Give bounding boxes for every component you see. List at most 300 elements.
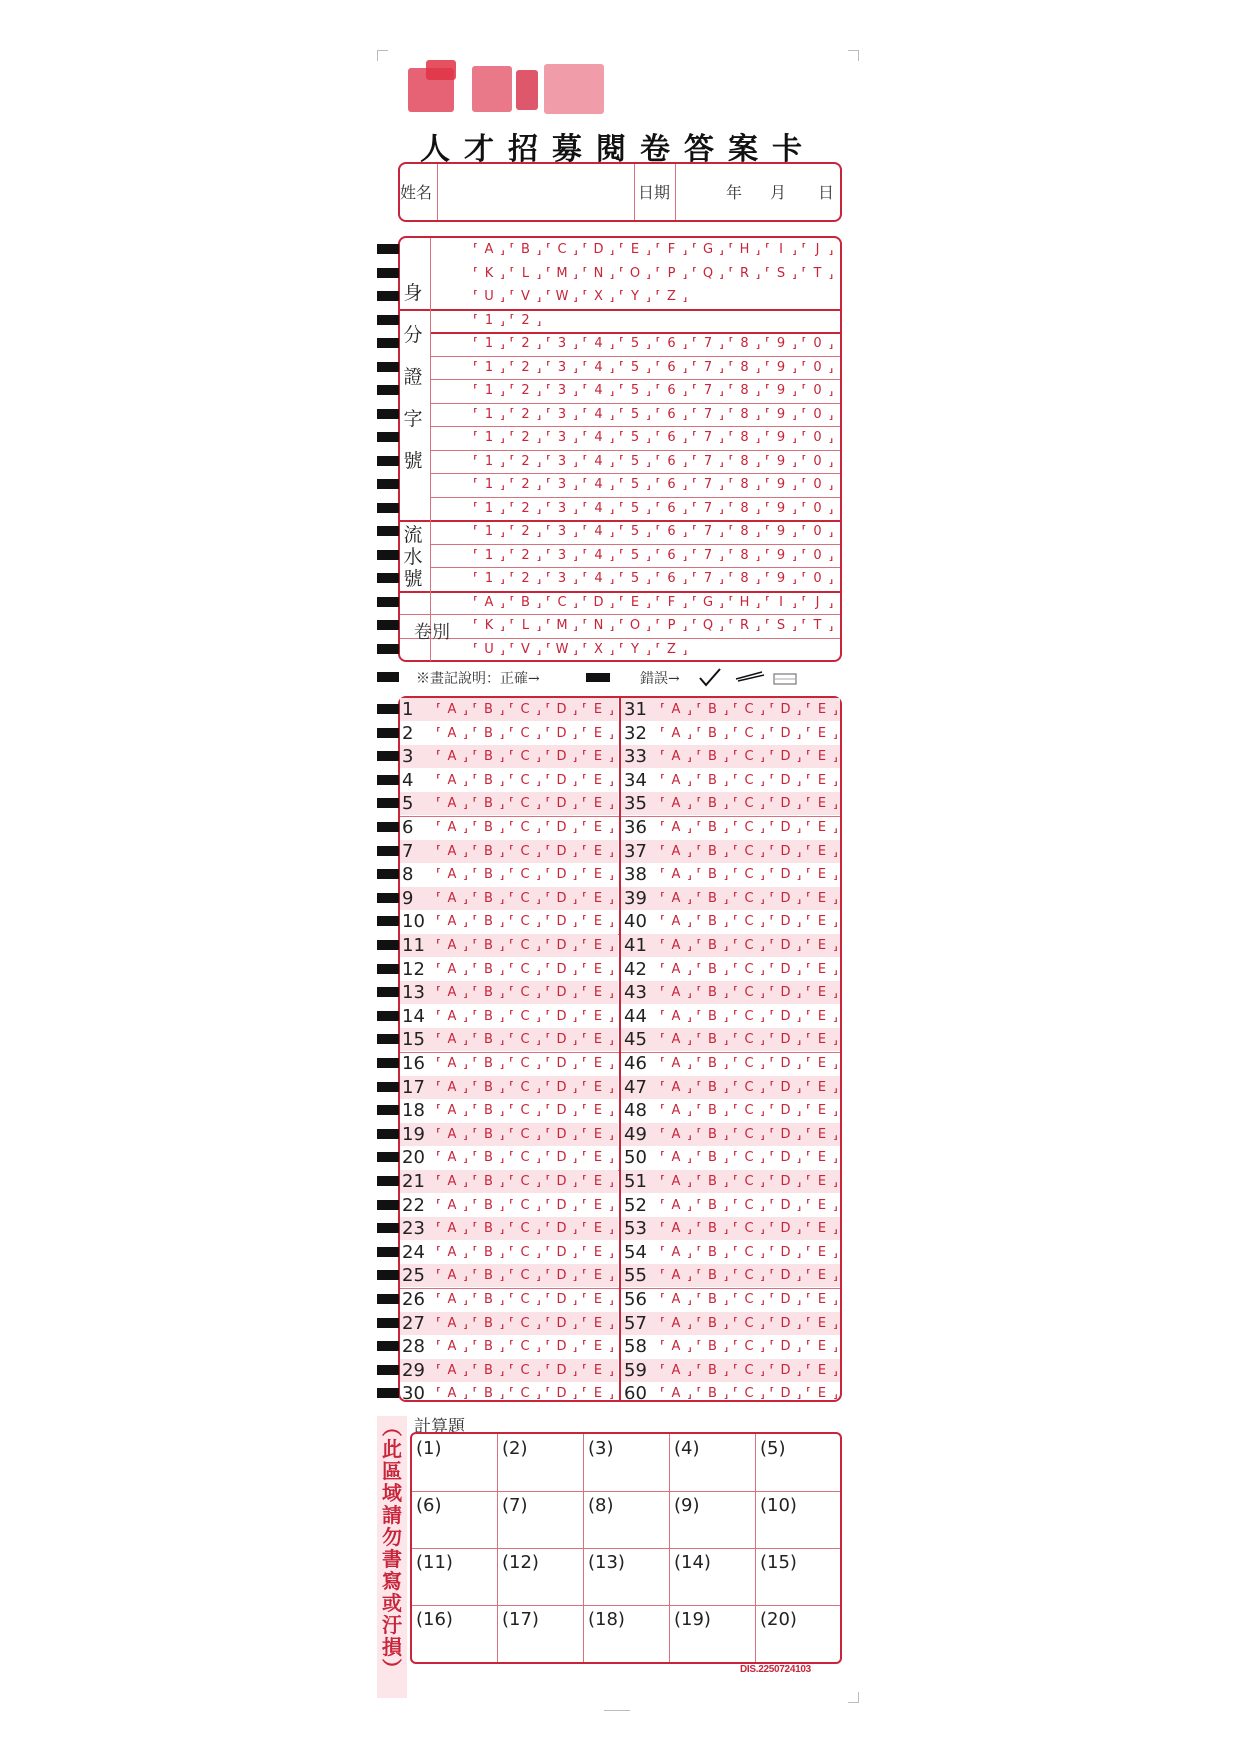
answer-bubble[interactable] bbox=[436, 820, 468, 836]
answer-bubble[interactable] bbox=[582, 1198, 614, 1214]
paper-bubble[interactable] bbox=[692, 618, 724, 634]
digit-bubble[interactable] bbox=[692, 407, 724, 423]
answer-bubble[interactable] bbox=[546, 1245, 578, 1261]
answer-bubble[interactable] bbox=[473, 1127, 505, 1143]
answer-bubble[interactable] bbox=[509, 749, 541, 765]
paper-bubble[interactable] bbox=[729, 618, 761, 634]
serial-bubble[interactable] bbox=[619, 524, 651, 540]
paper-bubble[interactable] bbox=[765, 618, 797, 634]
digit-bubble[interactable] bbox=[546, 360, 578, 376]
answer-bubble[interactable] bbox=[509, 1103, 541, 1119]
answer-bubble[interactable] bbox=[770, 796, 802, 812]
answer-bubble[interactable] bbox=[546, 1339, 578, 1355]
answer-bubble[interactable] bbox=[473, 702, 505, 718]
answer-bubble[interactable] bbox=[436, 702, 468, 718]
answer-bubble[interactable] bbox=[733, 891, 765, 907]
answer-bubble[interactable] bbox=[436, 1292, 468, 1308]
answer-bubble[interactable] bbox=[473, 1198, 505, 1214]
digit-bubble[interactable] bbox=[729, 454, 761, 470]
answer-bubble[interactable] bbox=[582, 962, 614, 978]
answer-bubble[interactable] bbox=[806, 1080, 838, 1096]
answer-bubble[interactable] bbox=[473, 938, 505, 954]
answer-bubble[interactable] bbox=[436, 773, 468, 789]
serial-bubble[interactable] bbox=[473, 548, 505, 564]
answer-bubble[interactable] bbox=[770, 1009, 802, 1025]
serial-bubble[interactable] bbox=[692, 571, 724, 587]
answer-bubble[interactable] bbox=[697, 702, 729, 718]
paper-bubble[interactable] bbox=[656, 642, 688, 658]
digit-bubble[interactable] bbox=[546, 407, 578, 423]
answer-bubble[interactable] bbox=[733, 1198, 765, 1214]
answer-bubble[interactable] bbox=[660, 1150, 692, 1166]
digit-bubble[interactable] bbox=[510, 454, 542, 470]
answer-bubble[interactable] bbox=[806, 867, 838, 883]
letters-bubble[interactable] bbox=[765, 266, 797, 282]
answer-bubble[interactable] bbox=[582, 820, 614, 836]
answer-bubble[interactable] bbox=[697, 1150, 729, 1166]
digit-bubble[interactable] bbox=[802, 501, 834, 517]
answer-bubble[interactable] bbox=[697, 1386, 729, 1402]
answer-bubble[interactable] bbox=[770, 938, 802, 954]
serial-bubble[interactable] bbox=[510, 548, 542, 564]
serial-bubble[interactable] bbox=[619, 571, 651, 587]
serial-bubble[interactable] bbox=[619, 548, 651, 564]
digit-bubble[interactable] bbox=[802, 383, 834, 399]
paper-bubble[interactable] bbox=[510, 618, 542, 634]
answer-bubble[interactable] bbox=[582, 844, 614, 860]
answer-bubble[interactable] bbox=[733, 1150, 765, 1166]
digit-bubble[interactable] bbox=[510, 360, 542, 376]
answer-bubble[interactable] bbox=[697, 914, 729, 930]
answer-bubble[interactable] bbox=[582, 938, 614, 954]
answer-bubble[interactable] bbox=[546, 1386, 578, 1402]
answer-bubble[interactable] bbox=[473, 1268, 505, 1284]
answer-bubble[interactable] bbox=[473, 1245, 505, 1261]
answer-bubble[interactable] bbox=[660, 1316, 692, 1332]
answer-bubble[interactable] bbox=[806, 796, 838, 812]
answer-bubble[interactable] bbox=[660, 914, 692, 930]
answer-bubble[interactable] bbox=[509, 1009, 541, 1025]
answer-bubble[interactable] bbox=[733, 1386, 765, 1402]
answer-bubble[interactable] bbox=[436, 1386, 468, 1402]
digit-bubble[interactable] bbox=[619, 383, 651, 399]
letters-bubble[interactable] bbox=[473, 266, 505, 282]
answer-bubble[interactable] bbox=[546, 796, 578, 812]
answer-bubble[interactable] bbox=[770, 1056, 802, 1072]
answer-bubble[interactable] bbox=[436, 1174, 468, 1190]
serial-bubble[interactable] bbox=[765, 571, 797, 587]
answer-bubble[interactable] bbox=[473, 1386, 505, 1402]
answer-bubble[interactable] bbox=[546, 914, 578, 930]
answer-bubble[interactable] bbox=[733, 1268, 765, 1284]
answer-bubble[interactable] bbox=[582, 1080, 614, 1096]
answer-bubble[interactable] bbox=[806, 914, 838, 930]
letters-bubble[interactable] bbox=[802, 242, 834, 258]
paper-bubble[interactable] bbox=[619, 642, 651, 658]
answer-bubble[interactable] bbox=[697, 820, 729, 836]
calc-answer-cell[interactable] bbox=[756, 1434, 842, 1491]
letters-bubble[interactable] bbox=[692, 266, 724, 282]
answer-bubble[interactable] bbox=[660, 938, 692, 954]
paper-bubble[interactable] bbox=[473, 595, 505, 611]
answer-bubble[interactable] bbox=[806, 1056, 838, 1072]
answer-bubble[interactable] bbox=[582, 1150, 614, 1166]
letters-bubble[interactable] bbox=[546, 289, 578, 305]
answer-bubble[interactable] bbox=[436, 1080, 468, 1096]
answer-bubble[interactable] bbox=[582, 985, 614, 1001]
answer-bubble[interactable] bbox=[806, 1316, 838, 1332]
answer-bubble[interactable] bbox=[697, 844, 729, 860]
digit-bubble[interactable] bbox=[473, 477, 505, 493]
answer-bubble[interactable] bbox=[806, 773, 838, 789]
letters-bubble[interactable] bbox=[510, 289, 542, 305]
answer-bubble[interactable] bbox=[473, 1339, 505, 1355]
answer-bubble[interactable] bbox=[697, 1032, 729, 1048]
serial-bubble[interactable] bbox=[473, 524, 505, 540]
letters-bubble[interactable] bbox=[619, 266, 651, 282]
digit-bubble[interactable] bbox=[802, 360, 834, 376]
answer-bubble[interactable] bbox=[660, 1127, 692, 1143]
answer-bubble[interactable] bbox=[697, 1221, 729, 1237]
answer-bubble[interactable] bbox=[473, 1080, 505, 1096]
answer-bubble[interactable] bbox=[546, 1292, 578, 1308]
answer-bubble[interactable] bbox=[582, 1339, 614, 1355]
answer-bubble[interactable] bbox=[733, 867, 765, 883]
answer-bubble[interactable] bbox=[509, 1292, 541, 1308]
answer-bubble[interactable] bbox=[473, 867, 505, 883]
answer-bubble[interactable] bbox=[697, 1009, 729, 1025]
answer-bubble[interactable] bbox=[473, 1363, 505, 1379]
digit-bubble[interactable] bbox=[692, 360, 724, 376]
answer-bubble[interactable] bbox=[436, 938, 468, 954]
paper-bubble[interactable] bbox=[473, 642, 505, 658]
answer-bubble[interactable] bbox=[582, 1245, 614, 1261]
answer-bubble[interactable] bbox=[436, 1056, 468, 1072]
digit-bubble[interactable] bbox=[692, 430, 724, 446]
answer-bubble[interactable] bbox=[770, 1127, 802, 1143]
answer-bubble[interactable] bbox=[436, 796, 468, 812]
answer-bubble[interactable] bbox=[473, 1221, 505, 1237]
digit-bubble[interactable] bbox=[619, 477, 651, 493]
answer-bubble[interactable] bbox=[770, 914, 802, 930]
answer-bubble[interactable] bbox=[509, 1174, 541, 1190]
answer-bubble[interactable] bbox=[509, 702, 541, 718]
answer-bubble[interactable] bbox=[660, 702, 692, 718]
answer-bubble[interactable] bbox=[509, 1245, 541, 1261]
digit-bubble[interactable] bbox=[619, 454, 651, 470]
answer-bubble[interactable] bbox=[509, 1056, 541, 1072]
digit-bubble[interactable] bbox=[619, 407, 651, 423]
paper-bubble[interactable] bbox=[619, 618, 651, 634]
digit-bubble[interactable] bbox=[692, 454, 724, 470]
answer-bubble[interactable] bbox=[509, 1386, 541, 1402]
answer-bubble[interactable] bbox=[697, 1056, 729, 1072]
digit-bubble[interactable] bbox=[729, 383, 761, 399]
answer-bubble[interactable] bbox=[806, 1127, 838, 1143]
answer-bubble[interactable] bbox=[697, 1268, 729, 1284]
answer-bubble[interactable] bbox=[436, 1150, 468, 1166]
answer-bubble[interactable] bbox=[509, 1221, 541, 1237]
answer-bubble[interactable] bbox=[509, 891, 541, 907]
answer-bubble[interactable] bbox=[806, 891, 838, 907]
answer-bubble[interactable] bbox=[582, 1174, 614, 1190]
digit-bubble[interactable] bbox=[619, 336, 651, 352]
digit-bubble[interactable] bbox=[765, 336, 797, 352]
answer-bubble[interactable] bbox=[733, 1339, 765, 1355]
answer-bubble[interactable] bbox=[546, 773, 578, 789]
answer-bubble[interactable] bbox=[436, 1316, 468, 1332]
digit-bubble[interactable] bbox=[729, 407, 761, 423]
calc-answer-cell[interactable] bbox=[756, 1548, 842, 1605]
digit-bubble[interactable] bbox=[473, 430, 505, 446]
answer-bubble[interactable] bbox=[509, 1032, 541, 1048]
paper-bubble[interactable] bbox=[546, 642, 578, 658]
calc-answer-cell[interactable] bbox=[670, 1548, 756, 1605]
serial-bubble[interactable] bbox=[510, 524, 542, 540]
serial-bubble[interactable] bbox=[473, 571, 505, 587]
answer-bubble[interactable] bbox=[806, 1009, 838, 1025]
answer-bubble[interactable] bbox=[660, 1174, 692, 1190]
answer-bubble[interactable] bbox=[697, 1339, 729, 1355]
answer-bubble[interactable] bbox=[473, 1292, 505, 1308]
answer-bubble[interactable] bbox=[733, 1245, 765, 1261]
letters-bubble[interactable] bbox=[729, 266, 761, 282]
digit-bubble[interactable] bbox=[546, 383, 578, 399]
answer-bubble[interactable] bbox=[473, 1009, 505, 1025]
serial-bubble[interactable] bbox=[729, 571, 761, 587]
answer-bubble[interactable] bbox=[660, 1198, 692, 1214]
digit-bubble[interactable] bbox=[510, 407, 542, 423]
answer-bubble[interactable] bbox=[660, 1103, 692, 1119]
letters-bubble[interactable] bbox=[802, 266, 834, 282]
answer-bubble[interactable] bbox=[582, 914, 614, 930]
answer-bubble[interactable] bbox=[660, 820, 692, 836]
answer-bubble[interactable] bbox=[436, 1221, 468, 1237]
answer-bubble[interactable] bbox=[697, 962, 729, 978]
answer-bubble[interactable] bbox=[660, 985, 692, 1001]
digit-bubble[interactable] bbox=[656, 360, 688, 376]
answer-bubble[interactable] bbox=[733, 1174, 765, 1190]
answer-bubble[interactable] bbox=[582, 1009, 614, 1025]
letters-bubble[interactable] bbox=[546, 242, 578, 258]
letters-bubble[interactable] bbox=[619, 242, 651, 258]
answer-bubble[interactable] bbox=[436, 1032, 468, 1048]
answer-bubble[interactable] bbox=[582, 749, 614, 765]
digit-bubble[interactable] bbox=[729, 360, 761, 376]
answer-bubble[interactable] bbox=[770, 1339, 802, 1355]
answer-bubble[interactable] bbox=[660, 867, 692, 883]
calc-answer-cell[interactable] bbox=[584, 1434, 670, 1491]
answer-bubble[interactable] bbox=[582, 1032, 614, 1048]
answer-bubble[interactable] bbox=[806, 1103, 838, 1119]
name-field[interactable] bbox=[440, 166, 630, 218]
answer-bubble[interactable] bbox=[806, 726, 838, 742]
answer-bubble[interactable] bbox=[582, 1363, 614, 1379]
answer-bubble[interactable] bbox=[733, 962, 765, 978]
answer-bubble[interactable] bbox=[806, 1386, 838, 1402]
answer-bubble[interactable] bbox=[509, 1363, 541, 1379]
answer-bubble[interactable] bbox=[733, 1221, 765, 1237]
digit-bubble[interactable] bbox=[765, 407, 797, 423]
digit-bubble[interactable] bbox=[546, 336, 578, 352]
gender-bubble[interactable] bbox=[510, 313, 542, 329]
calc-answer-cell[interactable] bbox=[498, 1434, 584, 1491]
paper-bubble[interactable] bbox=[583, 642, 615, 658]
answer-bubble[interactable] bbox=[546, 1221, 578, 1237]
letters-bubble[interactable] bbox=[510, 266, 542, 282]
answer-bubble[interactable] bbox=[733, 1009, 765, 1025]
digit-bubble[interactable] bbox=[729, 477, 761, 493]
answer-bubble[interactable] bbox=[806, 962, 838, 978]
answer-bubble[interactable] bbox=[509, 773, 541, 789]
digit-bubble[interactable] bbox=[692, 383, 724, 399]
digit-bubble[interactable] bbox=[802, 336, 834, 352]
answer-bubble[interactable] bbox=[436, 1103, 468, 1119]
letters-bubble[interactable] bbox=[619, 289, 651, 305]
answer-bubble[interactable] bbox=[806, 1198, 838, 1214]
calc-answer-cell[interactable] bbox=[412, 1548, 498, 1605]
answer-bubble[interactable] bbox=[770, 985, 802, 1001]
answer-bubble[interactable] bbox=[473, 985, 505, 1001]
letters-bubble[interactable] bbox=[656, 289, 688, 305]
answer-bubble[interactable] bbox=[509, 844, 541, 860]
answer-bubble[interactable] bbox=[546, 891, 578, 907]
digit-bubble[interactable] bbox=[656, 477, 688, 493]
serial-bubble[interactable] bbox=[802, 548, 834, 564]
answer-bubble[interactable] bbox=[697, 726, 729, 742]
calc-answer-cell[interactable] bbox=[670, 1605, 756, 1662]
answer-bubble[interactable] bbox=[697, 1245, 729, 1261]
answer-bubble[interactable] bbox=[546, 1103, 578, 1119]
gender-bubble[interactable] bbox=[473, 313, 505, 329]
answer-bubble[interactable] bbox=[697, 985, 729, 1001]
calc-answer-cell[interactable] bbox=[412, 1605, 498, 1662]
answer-bubble[interactable] bbox=[806, 1032, 838, 1048]
answer-bubble[interactable] bbox=[582, 1292, 614, 1308]
answer-bubble[interactable] bbox=[770, 867, 802, 883]
answer-bubble[interactable] bbox=[473, 891, 505, 907]
answer-bubble[interactable] bbox=[806, 938, 838, 954]
answer-bubble[interactable] bbox=[697, 1198, 729, 1214]
answer-bubble[interactable] bbox=[436, 962, 468, 978]
serial-bubble[interactable] bbox=[583, 524, 615, 540]
serial-bubble[interactable] bbox=[729, 524, 761, 540]
answer-bubble[interactable] bbox=[473, 1316, 505, 1332]
answer-bubble[interactable] bbox=[546, 1150, 578, 1166]
answer-bubble[interactable] bbox=[697, 1316, 729, 1332]
answer-bubble[interactable] bbox=[697, 749, 729, 765]
answer-bubble[interactable] bbox=[660, 1032, 692, 1048]
answer-bubble[interactable] bbox=[697, 938, 729, 954]
digit-bubble[interactable] bbox=[619, 360, 651, 376]
answer-bubble[interactable] bbox=[770, 1150, 802, 1166]
letters-bubble[interactable] bbox=[510, 242, 542, 258]
answer-bubble[interactable] bbox=[436, 1198, 468, 1214]
digit-bubble[interactable] bbox=[583, 407, 615, 423]
answer-bubble[interactable] bbox=[733, 1292, 765, 1308]
answer-bubble[interactable] bbox=[697, 1080, 729, 1096]
answer-bubble[interactable] bbox=[582, 1386, 614, 1402]
answer-bubble[interactable] bbox=[770, 844, 802, 860]
answer-bubble[interactable] bbox=[473, 749, 505, 765]
answer-bubble[interactable] bbox=[509, 962, 541, 978]
digit-bubble[interactable] bbox=[765, 477, 797, 493]
answer-bubble[interactable] bbox=[806, 1174, 838, 1190]
answer-bubble[interactable] bbox=[582, 1056, 614, 1072]
letters-bubble[interactable] bbox=[583, 266, 615, 282]
digit-bubble[interactable] bbox=[802, 454, 834, 470]
answer-bubble[interactable] bbox=[770, 1268, 802, 1284]
answer-bubble[interactable] bbox=[436, 891, 468, 907]
answer-bubble[interactable] bbox=[806, 1221, 838, 1237]
answer-bubble[interactable] bbox=[770, 702, 802, 718]
answer-bubble[interactable] bbox=[436, 1009, 468, 1025]
answer-bubble[interactable] bbox=[436, 1245, 468, 1261]
digit-bubble[interactable] bbox=[656, 501, 688, 517]
answer-bubble[interactable] bbox=[546, 726, 578, 742]
serial-bubble[interactable] bbox=[656, 548, 688, 564]
paper-bubble[interactable] bbox=[802, 595, 834, 611]
letters-bubble[interactable] bbox=[729, 242, 761, 258]
calc-answer-cell[interactable] bbox=[756, 1605, 842, 1662]
answer-bubble[interactable] bbox=[546, 1032, 578, 1048]
answer-bubble[interactable] bbox=[733, 820, 765, 836]
answer-bubble[interactable] bbox=[436, 867, 468, 883]
answer-bubble[interactable] bbox=[582, 891, 614, 907]
answer-bubble[interactable] bbox=[733, 1056, 765, 1072]
letters-bubble[interactable] bbox=[473, 242, 505, 258]
answer-bubble[interactable] bbox=[733, 726, 765, 742]
digit-bubble[interactable] bbox=[510, 336, 542, 352]
digit-bubble[interactable] bbox=[583, 360, 615, 376]
letters-bubble[interactable] bbox=[765, 242, 797, 258]
answer-bubble[interactable] bbox=[546, 1268, 578, 1284]
answer-bubble[interactable] bbox=[546, 867, 578, 883]
answer-bubble[interactable] bbox=[806, 1268, 838, 1284]
digit-bubble[interactable] bbox=[546, 477, 578, 493]
answer-bubble[interactable] bbox=[473, 1032, 505, 1048]
digit-bubble[interactable] bbox=[619, 430, 651, 446]
letters-bubble[interactable] bbox=[656, 242, 688, 258]
answer-bubble[interactable] bbox=[733, 1103, 765, 1119]
answer-bubble[interactable] bbox=[473, 726, 505, 742]
answer-bubble[interactable] bbox=[509, 1150, 541, 1166]
serial-bubble[interactable] bbox=[729, 548, 761, 564]
paper-bubble[interactable] bbox=[765, 595, 797, 611]
answer-bubble[interactable] bbox=[770, 1245, 802, 1261]
answer-bubble[interactable] bbox=[697, 1103, 729, 1119]
answer-bubble[interactable] bbox=[770, 1103, 802, 1119]
letters-bubble[interactable] bbox=[473, 289, 505, 305]
paper-bubble[interactable] bbox=[729, 595, 761, 611]
answer-bubble[interactable] bbox=[806, 1339, 838, 1355]
answer-bubble[interactable] bbox=[770, 1221, 802, 1237]
serial-bubble[interactable] bbox=[510, 571, 542, 587]
answer-bubble[interactable] bbox=[697, 1127, 729, 1143]
answer-bubble[interactable] bbox=[436, 1268, 468, 1284]
answer-bubble[interactable] bbox=[509, 1080, 541, 1096]
paper-bubble[interactable] bbox=[583, 595, 615, 611]
answer-bubble[interactable] bbox=[546, 702, 578, 718]
digit-bubble[interactable] bbox=[473, 336, 505, 352]
answer-bubble[interactable] bbox=[770, 726, 802, 742]
serial-bubble[interactable] bbox=[802, 571, 834, 587]
answer-bubble[interactable] bbox=[660, 1009, 692, 1025]
answer-bubble[interactable] bbox=[806, 749, 838, 765]
answer-bubble[interactable] bbox=[733, 1316, 765, 1332]
digit-bubble[interactable] bbox=[729, 430, 761, 446]
answer-bubble[interactable] bbox=[733, 773, 765, 789]
